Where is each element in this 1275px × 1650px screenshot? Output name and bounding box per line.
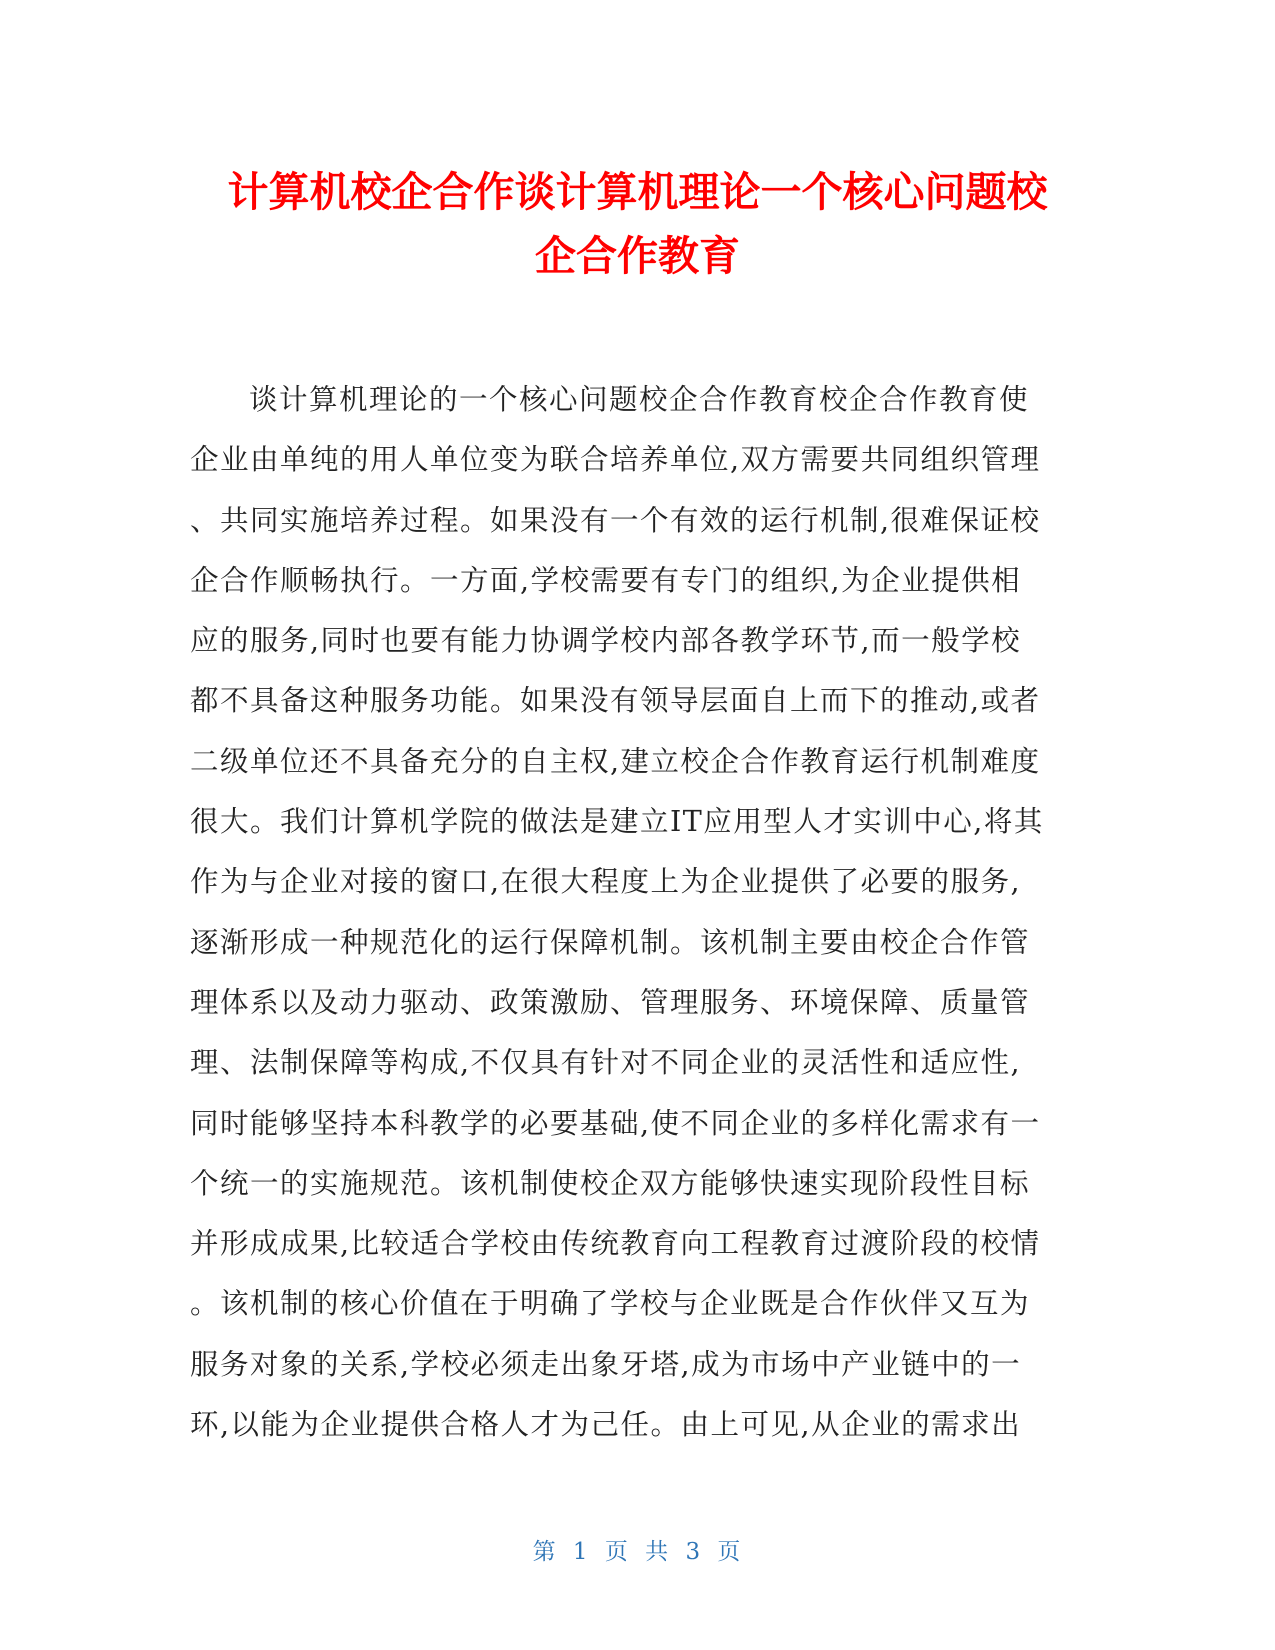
- paragraph-line: 都不具备这种服务功能。如果没有领导层面自上而下的推动,或者: [190, 684, 1041, 718]
- paragraph-line: 二级单位还不具备充分的自主权,建立校企合作教育运行机制难度: [190, 744, 1041, 778]
- paragraph-line: 企业由单纯的用人单位变为联合培养单位,双方需要共同组织管理: [190, 443, 1041, 477]
- paragraph-line: 服务对象的关系,学校必须走出象牙塔,成为市场中产业链中的一: [190, 1347, 1022, 1381]
- paragraph-line: 、共同实施培养过程。如果没有一个有效的运行机制,很难保证校: [190, 503, 1041, 537]
- paragraph-line: 很大。我们计算机学院的做法是建立IT应用型人才实训中心,将其: [190, 805, 1044, 839]
- title-line: 企合作教育: [535, 232, 740, 280]
- body-paragraph: [190, 370, 1080, 1455]
- paragraph-line: 作为与企业对接的窗口,在很大程度上为企业提供了必要的服务,: [190, 865, 1022, 899]
- paragraph-line: 同时能够坚持本科教学的必要基础,使不同企业的多样化需求有一: [190, 1106, 1041, 1140]
- paragraph-line: 应的服务,同时也要有能力协调学校内部各教学环节,而一般学校: [190, 624, 1022, 658]
- paragraph-line: 理体系以及动力驱动、政策激励、管理服务、环境保障、质量管: [190, 985, 1031, 1019]
- paragraph-line: 谈计算机理论的一个核心问题校企合作教育校企合作教育使: [249, 383, 1030, 416]
- paragraph-line: 理、法制保障等构成,不仅具有针对不同企业的灵活性和适应性,: [190, 1046, 1022, 1080]
- paragraph-line: 环,以能为企业提供合格人才为己任。由上可见,从企业的需求出: [190, 1408, 1022, 1442]
- paragraph-line: 并形成成果,比较适合学校由传统教育向工程教育过渡阶段的校情: [190, 1227, 1041, 1261]
- paragraph-line: 企合作顺畅执行。一方面,学校需要有专门的组织,为企业提供相: [190, 563, 1022, 597]
- page-number-footer: 第 1 页 共 3 页: [532, 1539, 743, 1565]
- title-line: 计算机校企合作谈计算机理论一个核心问题校: [227, 168, 1048, 216]
- paragraph-line: 逐渐形成一种规范化的运行保障机制。该机制主要由校企合作管: [190, 925, 1031, 959]
- paragraph-line: 。该机制的核心价值在于明确了学校与企业既是合作伙伴又互为: [190, 1287, 1031, 1321]
- document-title: [190, 160, 1085, 288]
- paragraph-line: 个统一的实施规范。该机制使校企双方能够快速实现阶段性目标: [190, 1166, 1031, 1200]
